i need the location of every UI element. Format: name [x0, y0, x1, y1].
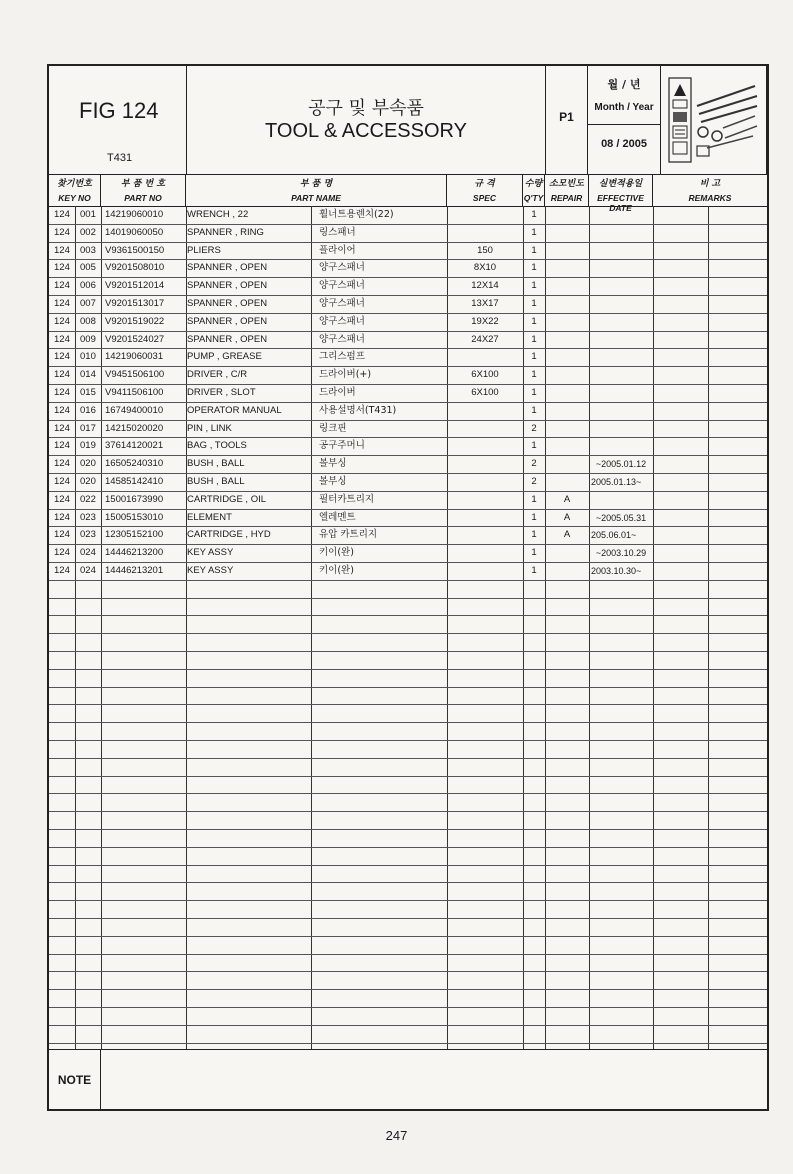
cell-name: BUSH , BALL [187, 476, 245, 487]
page-number: 247 [385, 1128, 408, 1143]
cell-name: BUSH , BALL [187, 458, 245, 470]
table-row [49, 509, 767, 527]
table-row [49, 313, 767, 331]
cell-qty: 1 [531, 333, 537, 345]
cell-name: OPERATOR MANUAL [187, 404, 282, 416]
cell-ko: 그리스펌프 [319, 351, 365, 363]
cell-ko: 휠너트용렌치(22) [319, 209, 394, 220]
cell-ko: 드라이버 [319, 387, 356, 398]
note-label: NOTE [49, 1050, 101, 1110]
title-cell [187, 66, 546, 174]
cell-qty: 1 [531, 298, 537, 309]
cell-qty: 1 [531, 351, 537, 363]
figure-cell [49, 66, 187, 174]
cell-k1: 124 [54, 440, 70, 452]
cell-name: DRIVER , C/R [187, 369, 248, 381]
cell-rep: A [563, 511, 571, 523]
cell-part: 14585142410 [105, 476, 164, 487]
cell-eff: 205.06.01~ [591, 530, 637, 541]
cell-part: V9451506100 [105, 369, 165, 381]
table-row [49, 242, 767, 260]
cell-qty: 1 [531, 315, 537, 327]
cell-qty: 1 [531, 547, 537, 559]
date-label-korean: 월 / 년 [607, 78, 641, 91]
cell-name: SPANNER , OPEN [187, 280, 268, 292]
cell-ko: 양구스패너 [319, 333, 365, 345]
cell-qty: 1 [531, 440, 537, 452]
cell-part: V9411506100 [105, 387, 164, 398]
cell-k1: 124 [54, 422, 70, 434]
table-row [49, 295, 767, 313]
cell-ko: 공구주머니 [319, 440, 365, 452]
cell-rep: A [563, 493, 571, 505]
cell-k1: 124 [54, 226, 70, 238]
cell-k2: 002 [80, 226, 96, 238]
cell-part: 12305152100 [105, 529, 164, 541]
table-row [49, 206, 767, 224]
cell-k2: 003 [80, 244, 96, 256]
cell-ko: 키이(완) [319, 565, 354, 576]
cell-part: V9201519022 [105, 315, 165, 327]
cell-name: KEY ASSY [187, 547, 234, 559]
parts-sheet [47, 64, 769, 1111]
col-key: 찾기번호 KEY NO [49, 174, 101, 206]
cell-part: 15001673990 [105, 493, 164, 505]
cell-ko: 양구스패너 [319, 315, 365, 327]
table-row [49, 384, 767, 402]
cell-qty: 1 [531, 369, 537, 381]
cell-name: CARTRIDGE , OIL [187, 493, 267, 505]
table-row [49, 455, 767, 473]
table-row [49, 420, 767, 438]
cell-k1: 124 [54, 404, 70, 416]
cell-spec: 24X27 [471, 333, 499, 345]
date-cell [588, 66, 661, 174]
logo-cell [661, 66, 767, 174]
cell-k2: 006 [80, 280, 96, 292]
cell-k2: 022 [80, 493, 96, 505]
cell-part: 14446213200 [105, 547, 164, 559]
cell-k1: 124 [54, 351, 70, 363]
col-part-name: 부 품 명 PART NAME [186, 174, 447, 206]
sheet-page: P1 [559, 110, 574, 124]
date-label-english: Month / Year [594, 102, 654, 113]
sheet-header [49, 66, 767, 175]
cell-eff: 2005.01.13~ [591, 477, 642, 487]
parts-table [49, 206, 767, 1049]
cell-qty: 1 [531, 565, 537, 576]
cell-spec: 12X14 [471, 280, 499, 292]
cell-name: DRIVER , SLOT [187, 387, 256, 398]
cell-name: SPANNER , OPEN [187, 315, 268, 327]
cell-eff: 2003.10.30~ [591, 566, 642, 576]
cell-qty: 1 [531, 404, 537, 416]
cell-k2: 008 [80, 315, 96, 327]
cell-k1: 124 [54, 476, 70, 487]
cell-qty: 1 [531, 493, 537, 505]
cell-name: ELEMENT [187, 511, 232, 523]
cell-qty: 1 [531, 244, 537, 256]
cell-ko: 볼부싱 [319, 458, 347, 470]
col-qty: 수량 Q'TY [523, 174, 545, 206]
cell-qty: 1 [531, 209, 537, 220]
table-row [49, 562, 767, 580]
table-row [49, 473, 767, 491]
column-header [49, 174, 767, 213]
cell-name: SPANNER , RING [187, 226, 264, 238]
cell-ko: 유압 카트리지 [319, 529, 378, 541]
cell-part: 16749400010 [105, 404, 164, 416]
cell-name: PLIERS [187, 244, 221, 256]
cell-k2: 020 [80, 458, 96, 470]
col-effective-date: 실변적용일 EFFECTIVE DATE [589, 174, 653, 206]
cell-name: PUMP , GREASE [187, 351, 262, 363]
cell-ko: 필터카트리지 [319, 493, 375, 505]
cell-name: PIN , LINK [187, 422, 232, 434]
col-remarks: 비 고 REMARKS [688, 179, 732, 203]
cell-k1: 124 [54, 244, 70, 256]
cell-k1: 124 [54, 565, 70, 576]
col-spec: 규 격 SPEC [447, 174, 523, 206]
cell-k2: 010 [80, 351, 96, 363]
date-value: 08 / 2005 [601, 138, 647, 150]
cell-eff: ~2005.05.31 [595, 512, 647, 523]
cell-spec: 6X100 [471, 369, 499, 381]
table-row [49, 437, 767, 455]
cell-ko: 링크핀 [319, 422, 347, 434]
cell-k2: 001 [80, 209, 96, 220]
cell-part: V9201512014 [105, 280, 165, 292]
title-english: TOOL & ACCESSORY [265, 120, 467, 142]
col-part-no: 부 품 번 호 PART NO [101, 174, 186, 206]
cell-qty: 2 [531, 458, 537, 470]
cell-part: V9201508010 [105, 262, 165, 274]
cell-ko: 엘레멘트 [319, 511, 356, 523]
cell-name: CARTRIDGE , HYD [187, 529, 271, 541]
cell-k2: 024 [80, 565, 96, 576]
cell-part: 14019060050 [105, 226, 164, 238]
title-korean: 공구 및 부속품 [308, 98, 424, 119]
cell-qty: 2 [531, 476, 537, 487]
cell-spec: 13X17 [471, 298, 499, 309]
cell-k1: 124 [54, 333, 70, 345]
model-number: T431 [107, 152, 133, 164]
cell-qty: 1 [531, 529, 537, 541]
tool-accessory-illustration-icon [667, 76, 761, 164]
page-cell [546, 66, 588, 174]
cell-part: 16505240310 [105, 458, 164, 470]
cell-k2: 009 [80, 333, 96, 345]
table-row [49, 366, 767, 384]
cell-ko: 양구스패너 [319, 298, 365, 309]
cell-k2: 019 [80, 440, 96, 452]
cell-qty: 1 [531, 387, 537, 398]
cell-k1: 124 [54, 547, 70, 559]
cell-eff: ~2005.01.12 [595, 459, 647, 470]
cell-name: SPANNER , OPEN [187, 262, 268, 274]
cell-k2: 024 [80, 547, 96, 559]
table-row [49, 544, 767, 562]
cell-part: 15005153010 [105, 511, 164, 523]
cell-qty: 1 [531, 511, 537, 523]
cell-k1: 124 [54, 458, 70, 470]
table-row [49, 259, 767, 277]
cell-k2: 020 [80, 476, 96, 487]
cell-ko: 링스패너 [319, 226, 356, 238]
cell-k1: 124 [54, 493, 70, 505]
cell-spec: 8X10 [473, 262, 497, 274]
cell-spec: 150 [477, 244, 493, 256]
table-row [49, 224, 767, 242]
cell-ko: 드라이버(+) [319, 369, 372, 381]
cell-k1: 124 [54, 387, 70, 398]
cell-part: 14446213201 [105, 565, 164, 576]
cell-k1: 124 [54, 315, 70, 327]
table-row [49, 331, 767, 349]
cell-name: SPANNER , OPEN [187, 333, 268, 345]
cell-name: SPANNER , OPEN [187, 298, 268, 309]
note-area [49, 1049, 767, 1110]
cell-k1: 124 [54, 209, 70, 220]
table-row [49, 277, 767, 295]
cell-name: KEY ASSY [187, 565, 234, 576]
cell-k2: 015 [80, 387, 96, 398]
cell-name: BAG , TOOLS [187, 440, 247, 452]
cell-rep: A [563, 529, 571, 541]
table-row [49, 402, 767, 420]
figure-number: FIG 124 [79, 98, 159, 123]
cell-part: 14219060031 [105, 351, 164, 363]
cell-part: 14219060010 [105, 209, 164, 220]
cell-k2: 023 [80, 529, 96, 541]
cell-part: 14215020020 [105, 422, 164, 434]
cell-part: 37614120021 [105, 440, 164, 452]
cell-ko: 볼부싱 [319, 476, 347, 487]
cell-qty: 2 [531, 422, 537, 434]
table-row [49, 348, 767, 366]
cell-ko: 플라이어 [319, 244, 356, 256]
cell-k1: 124 [54, 280, 70, 292]
col-repair: 소모빈도 REPAIR [545, 174, 589, 206]
cell-k1: 124 [54, 511, 70, 523]
table-row [49, 491, 767, 509]
cell-k1: 124 [54, 529, 70, 541]
cell-eff: ~2003.10.29 [595, 548, 647, 559]
cell-k1: 124 [54, 369, 70, 381]
cell-qty: 1 [531, 280, 537, 292]
cell-spec: 6X100 [471, 387, 499, 398]
cell-k2: 005 [80, 262, 96, 274]
cell-k2: 016 [80, 404, 96, 416]
cell-qty: 1 [531, 226, 537, 238]
cell-qty: 1 [531, 262, 537, 274]
cell-part: V9201524027 [105, 333, 165, 345]
cell-spec: 19X22 [471, 315, 499, 327]
cell-ko: 양구스패너 [319, 280, 365, 292]
cell-k1: 124 [54, 298, 70, 309]
cell-k1: 124 [54, 262, 70, 274]
table-row [49, 526, 767, 544]
cell-ko: 키이(완) [319, 547, 354, 559]
cell-ko: 사용설명서(T431) [319, 404, 397, 416]
cell-k2: 007 [80, 298, 96, 309]
cell-k2: 023 [80, 511, 96, 523]
cell-k2: 017 [80, 422, 96, 434]
cell-part: V9361500150 [105, 244, 165, 256]
cell-k2: 014 [80, 369, 96, 381]
cell-part: V9201513017 [105, 298, 165, 309]
cell-ko: 양구스패너 [319, 262, 365, 274]
cell-name: WRENCH , 22 [187, 209, 249, 220]
